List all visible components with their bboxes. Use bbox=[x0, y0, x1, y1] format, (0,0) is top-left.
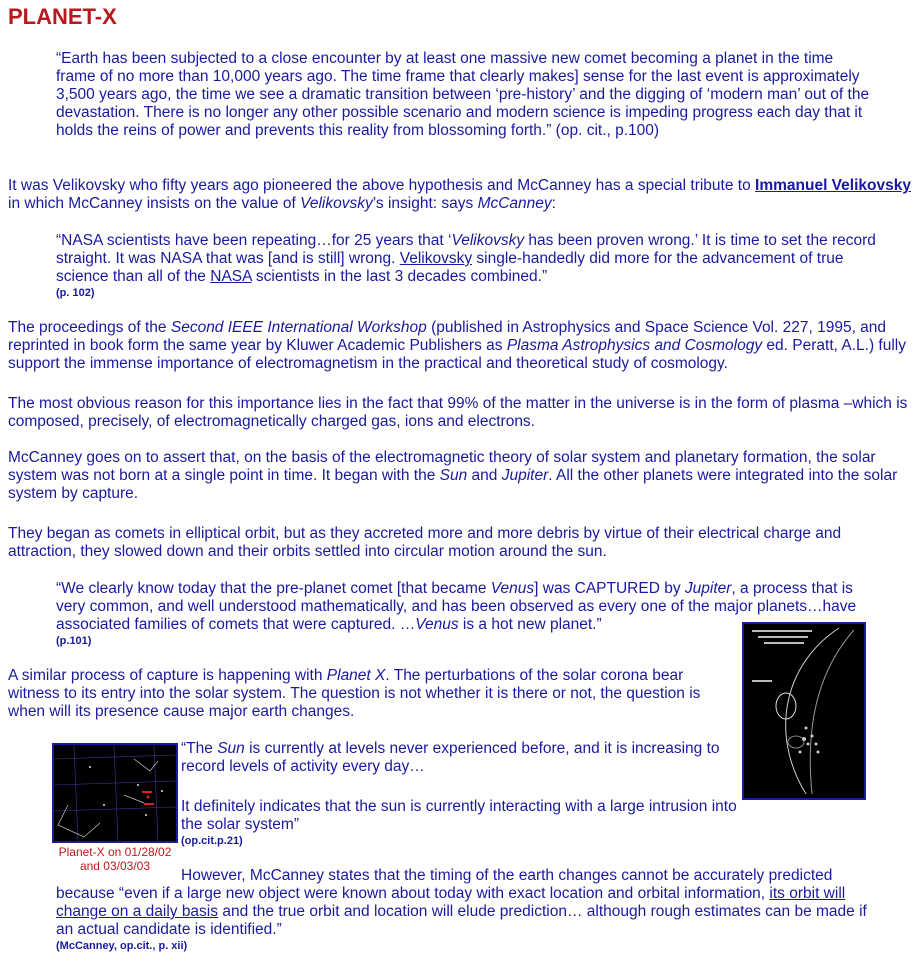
text: “We clearly know today that the pre-planet comet [that became bbox=[56, 580, 491, 597]
text: “NASA scientists have been repeating…for 25 years that ‘ bbox=[56, 232, 452, 249]
text: ’s insight: says bbox=[372, 195, 478, 212]
text: “The bbox=[181, 740, 218, 757]
text: in which McCanney insists on the value of bbox=[8, 195, 301, 212]
text: ed. Peratt, A.L.) fully support the immense importance of electromagnetism in the practical and theoretical study of cosmology. bbox=[8, 337, 906, 372]
quote-nasa bbox=[56, 232, 876, 300]
text: A similar process of capture is happening with bbox=[8, 667, 327, 684]
quote-earth-encounter bbox=[56, 50, 876, 140]
text: scientists in the last 3 decades combined.” bbox=[251, 268, 548, 285]
sky-image-graphic bbox=[54, 745, 176, 841]
text-italic: Jupiter bbox=[684, 580, 732, 597]
planet-x-orbit-diagram bbox=[742, 622, 866, 800]
paragraph-solar-system bbox=[8, 449, 920, 503]
text: The most obvious reason for this importance lies in the fact that 99% of the matter in the universe is in the form of plasma –which is composed, precisely, of electromagnetically charged gas, ions and electrons. bbox=[8, 395, 908, 430]
text: It definitely indicates that the sun is currently interacting with a large intrusion into the solar system” bbox=[181, 798, 737, 833]
text: McCanney goes on to assert that, on the basis of the electromagnetic theory of solar system and planetary formation, the solar system was not born at a single point in time. It began with the bbox=[8, 449, 876, 484]
text: : bbox=[551, 195, 556, 212]
paragraph-timing bbox=[56, 867, 876, 953]
text: and the true orbit and location will elude prediction… although rough estimates can be made if an actual candidate is identified.” bbox=[56, 903, 867, 938]
text: is a hot new planet.” bbox=[458, 616, 602, 633]
link-orbit-change[interactable]: its orbit will change on a daily basis bbox=[56, 885, 846, 920]
text: They began as comets in elliptical orbit, but as they accreted more and more debris by virtue of their electrical charge and attraction, they slowed down and their orbits settled into circular motion around the sun. bbox=[8, 525, 842, 560]
paragraph-comets bbox=[8, 525, 913, 561]
planet-x-sky-image bbox=[52, 743, 178, 843]
text-italic: Plasma Astrophysics and Cosmology bbox=[506, 337, 763, 354]
quote-sun-intrusion bbox=[181, 798, 741, 848]
paragraph-plasma bbox=[8, 395, 918, 431]
text: . The perturbations of the solar corona bear witness to its entry into the solar system. The question is not whether it is there or not, the question is when will its presence cause major earth changes. bbox=[8, 667, 701, 720]
page-title: PLANET-X bbox=[8, 4, 117, 29]
text: It was Velikovsky who fifty years ago pioneered the above hypothesis and McCanney has a special tribute to bbox=[8, 177, 756, 194]
link-velikovsky[interactable]: Velikovsky bbox=[399, 250, 473, 267]
quote-sun-activity bbox=[181, 740, 741, 776]
text-italic: Velikovsky bbox=[451, 232, 525, 249]
text: , a process that is very common, and well understood mathematically, and has been observed as every one of the major planets…have associated families of comets that were captured. … bbox=[56, 580, 857, 633]
text-italic: Jupiter bbox=[501, 467, 549, 484]
quote-text: “Earth has been subjected to a close encounter by at least one massive new comet becoming a planet in the time frame of no more than 10,000 years ago. The time frame that clearly makes] sense for the last event is approximately 3,500 years ago, the time we see a dramatic transition between ‘pre-history’ and the digging of ‘modern man’ out of the devastation. There is no longer any other possible scenario and modern science is impeding progress each day that it holds the reins of power and prevents this reality from blossoming forth.” (op. cit., p.100) bbox=[56, 50, 870, 139]
text: ] was CAPTURED by bbox=[534, 580, 685, 597]
link-nasa[interactable]: NASA bbox=[210, 268, 252, 285]
text: (published in Astrophysics and Space Science Vol. 227, 1995, and reprinted in book form the same year by Kluwer Academic Publishers as bbox=[8, 319, 887, 354]
text: single-handedly did more for the advancement of true science than all of the bbox=[56, 250, 844, 285]
text-italic: Sun bbox=[217, 740, 245, 757]
orbit-diagram-graphic bbox=[744, 624, 864, 798]
text-italic: Planet X bbox=[326, 667, 386, 684]
text: The proceedings of the bbox=[8, 319, 171, 336]
text-italic: McCanney bbox=[477, 195, 552, 212]
text-italic: Velikovsky bbox=[300, 195, 373, 212]
text-italic: Venus bbox=[415, 616, 459, 633]
text: and bbox=[467, 467, 502, 484]
caption-line: and 03/03/03 bbox=[79, 859, 151, 873]
text-italic: Sun bbox=[439, 467, 468, 484]
paragraph-velikovsky bbox=[8, 177, 913, 213]
citation: (op.cit.p.21) bbox=[181, 835, 243, 847]
citation: (p.101) bbox=[56, 635, 92, 647]
paragraph-planet-x bbox=[8, 667, 728, 721]
paragraph-ieee bbox=[8, 319, 918, 373]
text: has been proven wrong.’ It is time to set the record straight. It was NASA that was [and is still] wrong. bbox=[56, 232, 876, 267]
citation: (McCanney, op.cit., p. xii) bbox=[56, 940, 188, 952]
link-immanuel-velikovsky[interactable]: Immanuel Velikovsky bbox=[755, 177, 911, 194]
text-italic: Venus bbox=[490, 580, 535, 597]
text-italic: Second IEEE International Workshop bbox=[170, 319, 427, 336]
text: However, McCanney states that the timing of the earth changes cannot be accurately predicted because “even if a large new object were known about today with exact location and orbital information, bbox=[56, 867, 833, 902]
text: is currently at levels never experienced before, and it is increasing to record levels of activity every day… bbox=[181, 740, 720, 775]
caption-line: Planet-X on 01/28/02 bbox=[58, 845, 172, 859]
citation: (p. 102) bbox=[56, 287, 95, 299]
text: . All the other planets were integrated into the solar system by capture. bbox=[8, 467, 898, 502]
